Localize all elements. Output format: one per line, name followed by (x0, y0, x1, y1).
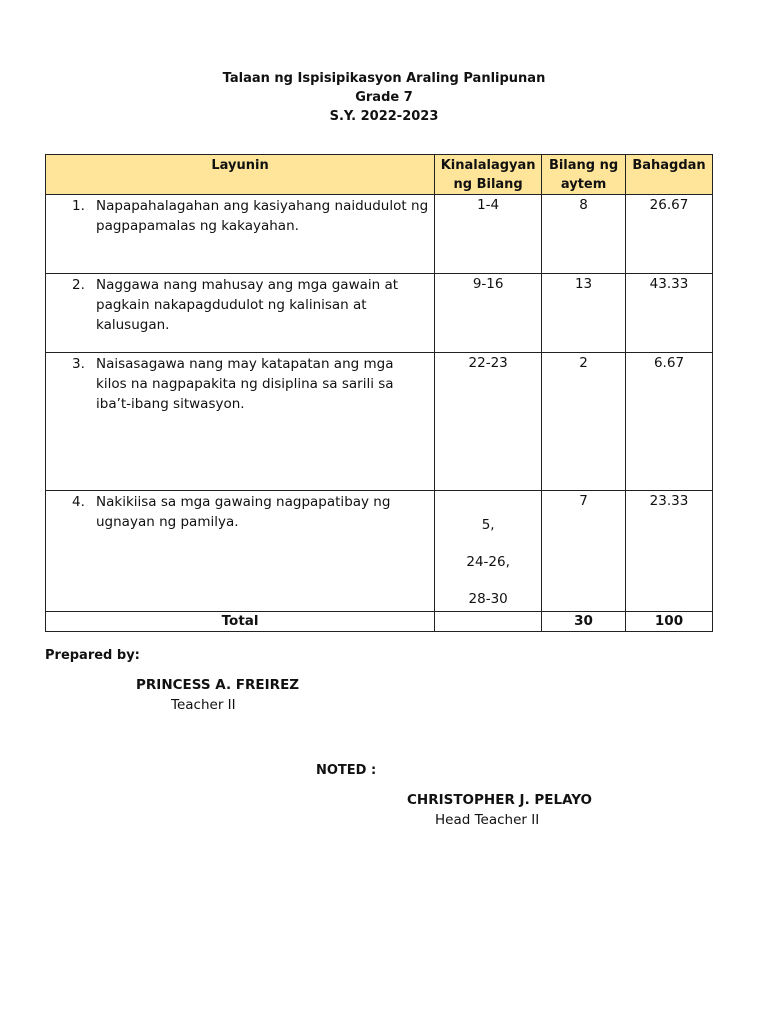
preparer-name: PRINCESS A. FREIREZ (136, 677, 300, 693)
title-line-school-year: S.Y. 2022-2023 (329, 109, 439, 124)
table-row (46, 195, 713, 274)
location-line: 24-26, (466, 554, 510, 570)
percent-cell: 23.33 (626, 491, 713, 612)
items-cell: 2 (542, 353, 626, 491)
prepared-by-label: Prepared by: (45, 648, 140, 663)
noted-label: NOTED : (316, 763, 377, 778)
total-percent: 100 (626, 612, 713, 632)
objective-cell (46, 195, 435, 274)
noter-role: Head Teacher II (435, 812, 540, 828)
location-cell: 1-4 (435, 195, 542, 274)
header-percent: Bahagdan (626, 155, 713, 195)
items-cell: 8 (542, 195, 626, 274)
percent-cell: 26.67 (626, 195, 713, 274)
specification-table (45, 154, 713, 632)
items-cell: 13 (542, 274, 626, 353)
objective-number: 3. (72, 356, 85, 372)
document-title (0, 69, 768, 126)
title-line-grade: Grade 7 (355, 90, 413, 105)
percent-cell: 43.33 (626, 274, 713, 353)
location-cell: 9-16 (435, 274, 542, 353)
table-header-row (46, 155, 713, 195)
location-cell: 22-23 (435, 353, 542, 491)
table-row (46, 353, 713, 491)
total-row (46, 612, 713, 632)
location-line: 28-30 (468, 591, 508, 607)
title-line-subject: Talaan ng Ispisipikasyon Araling Panlipunan (222, 71, 546, 86)
objective-text: Naisasagawa nang may katapatan ang mga kilos na nagpapakita ng disiplina sa sarili sa iba’t-ibang sitwasyon. (96, 356, 394, 412)
objective-text: Nakikiisa sa mga gawaing nagpapatibay ng ugnayan ng pamilya. (96, 494, 391, 530)
objective-text: Naggawa nang mahusay ang mga gawain at pagkain nakapagdudulot ng kalinisan at kalusugan. (96, 277, 399, 333)
objective-cell (46, 491, 435, 612)
table-row (46, 491, 713, 612)
total-items: 30 (542, 612, 626, 632)
objective-number: 4. (72, 494, 85, 510)
total-label: Total (46, 612, 435, 632)
items-cell: 7 (542, 491, 626, 612)
total-location (435, 612, 542, 632)
header-objective: Layunin (46, 155, 435, 195)
noter-name: CHRISTOPHER J. PELAYO (407, 792, 593, 808)
objective-number: 2. (72, 277, 85, 293)
objective-cell (46, 274, 435, 353)
header-location: Kinalalagyan ng Bilang (435, 155, 542, 195)
location-line: 5, (481, 517, 495, 533)
objective-cell (46, 353, 435, 491)
objective-number: 1. (72, 198, 85, 214)
location-cell (435, 491, 542, 612)
header-items: Bilang ng aytem (542, 155, 626, 195)
objective-text: Napapahalagahan ang kasiyahang naidudulot ng pagpapamalas ng kakayahan. (96, 198, 429, 234)
percent-cell: 6.67 (626, 353, 713, 491)
preparer-role: Teacher II (171, 697, 236, 713)
table-row (46, 274, 713, 353)
